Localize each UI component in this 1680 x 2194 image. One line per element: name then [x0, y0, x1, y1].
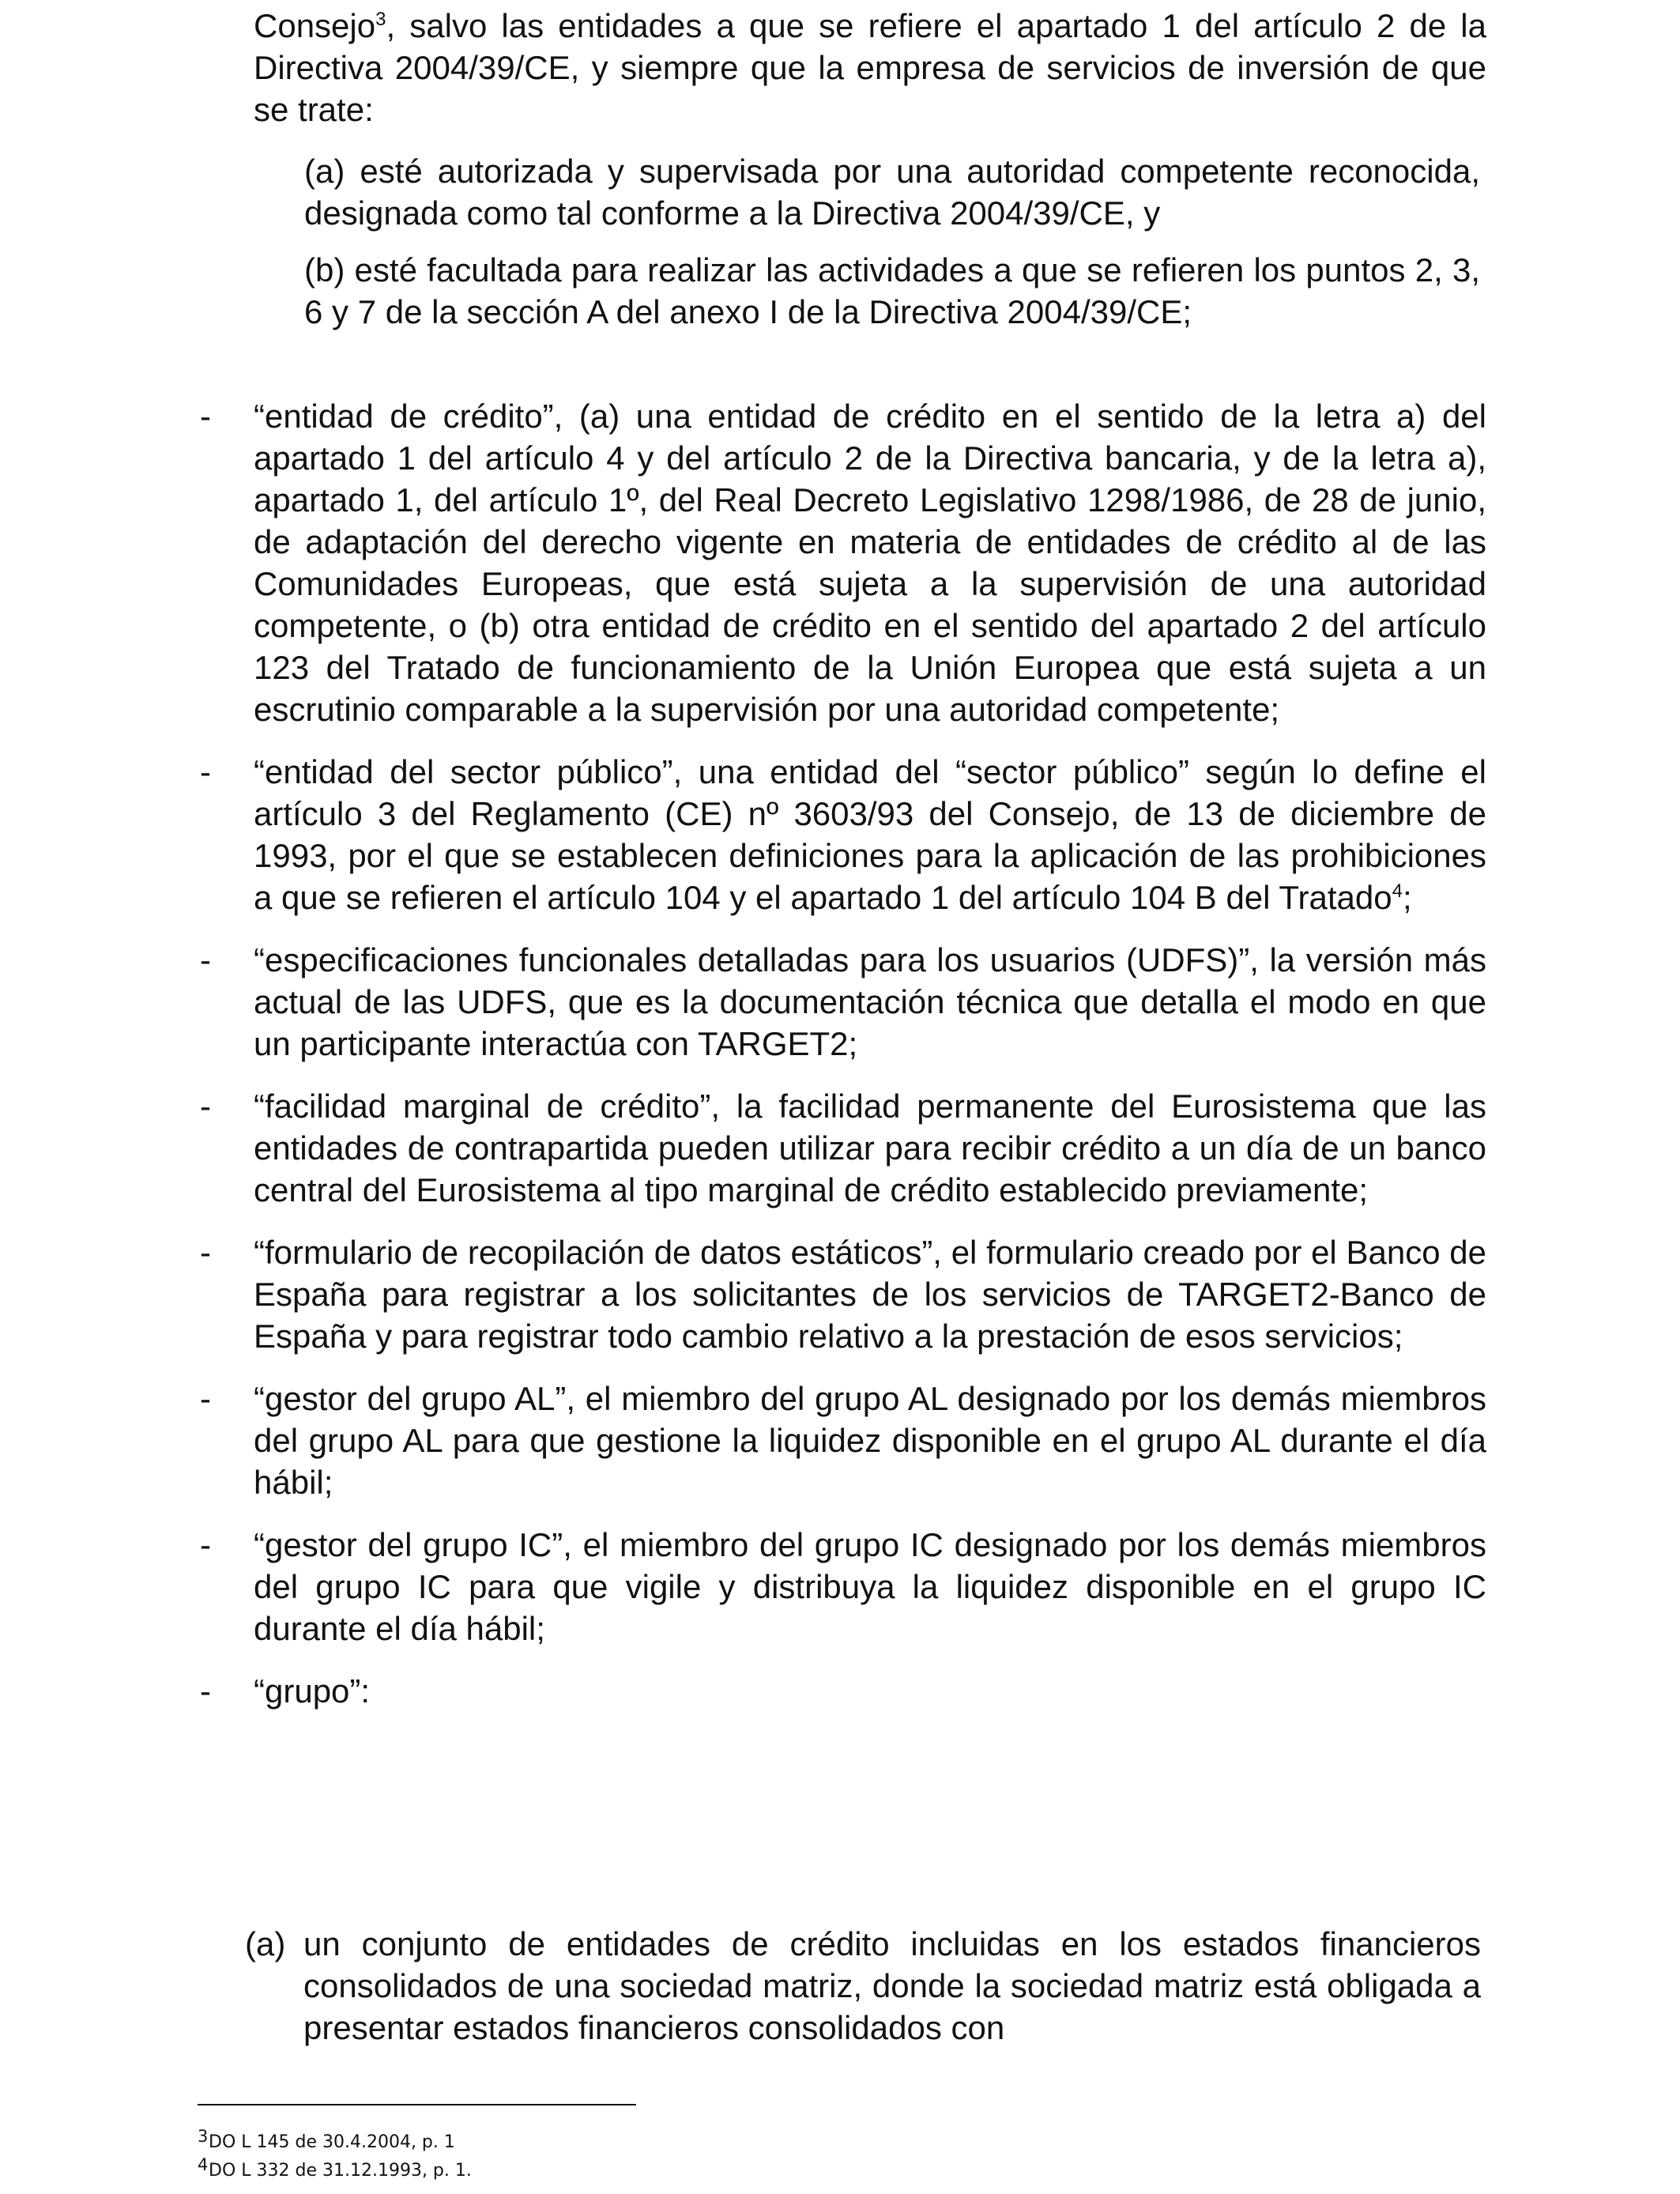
definition-item-facilidad-marginal: [190, 1085, 1486, 1211]
intro-subitem-b: (b) esté facultada para realizar las actividades a que se refieren los puntos 2, 3, 6 y 7 de la sección A del anexo I de la Directiva 2004/39/CE;: [304, 251, 1480, 330]
definition-text: “formulario de recopilación de datos estáticos”, el formulario creado por el Banco de España para registrar a los solicitantes de los servicios de TARGET2-Banco de España y para registrar todo cambio relativo a la prestación de esos servicios;: [254, 1234, 1486, 1355]
definition-item-gestor-grupo-ic: [190, 1524, 1486, 1649]
intro-subitems: [304, 150, 1480, 333]
footnote-text: DO L 145 de 30.4.2004, p. 1: [209, 2132, 455, 2152]
footnote-3: [198, 2128, 909, 2157]
group-subitem-a: [245, 1923, 1481, 2049]
intro-paragraph: [254, 5, 1486, 130]
definition-item-gestor-grupo-al: [190, 1378, 1486, 1503]
intro-text-after-note: , salvo las entidades a que se refiere el apartado 1 del artículo 2 de la Directiva 2004/39/CE, y siempre que la empresa de servicios de inversión de que se trate:: [254, 7, 1486, 128]
definition-item-udfs: [190, 939, 1486, 1065]
definition-text: “especificaciones funcionales detalladas para los usuarios (UDFS)”, la versión más actual de las UDFS, que es la documentación técnica que detalla el modo en que un participante interactúa con TARGET2;: [254, 941, 1486, 1062]
footnote-separator: [198, 2104, 636, 2105]
dash-marker: -: [200, 1088, 211, 1125]
dash-marker: -: [200, 1672, 211, 1710]
group-subitem-row: [245, 1923, 1481, 2049]
dash-marker: -: [200, 753, 211, 790]
dash-marker: -: [200, 1380, 211, 1417]
dash-marker: -: [200, 398, 211, 435]
intro-text-before-note: Consejo: [254, 7, 376, 44]
group-subitem-text: un conjunto de entidades de crédito incluidas en los estados financieros consolidados de una sociedad matriz, donde la sociedad matriz está obligada a presentar estados financieros consolidados con: [303, 1925, 1481, 2046]
footnote-reference-4: 4: [1392, 880, 1403, 902]
dash-marker: -: [200, 941, 211, 978]
definition-text: “entidad del sector público”, una entidad del “sector público” según lo define el artículo 3 del Reglamento (CE) nº 3603/93 del Consejo, de 13 de diciembre de 1993, por el que se establecen definiciones para la aplicación de las prohibiciones a que se refieren el artículo 104 y el apartado 1 del artículo 104 B del Tratado: [254, 753, 1486, 916]
footnote-number: 3: [198, 2127, 209, 2146]
footnote-4: [198, 2157, 909, 2185]
definition-text: “facilidad marginal de crédito”, la facilidad permanente del Eurosistema que las entidades de contrapartida pueden utilizar para recibir crédito a un día de un banco central del Eurosistema al tipo marginal de crédito establecido previamente;: [254, 1088, 1486, 1208]
definition-item-grupo: [190, 1670, 1486, 1712]
definitions-list: [190, 395, 1486, 1732]
definition-item-formulario-datos-estaticos: [190, 1231, 1486, 1357]
definition-item-entidad-del-sector-publico: [190, 751, 1486, 918]
footnote-number: 4: [198, 2155, 209, 2174]
definition-item-entidad-de-credito: [190, 395, 1486, 730]
intro-subitem-a: (a) esté autorizada y supervisada por una autoridad competente reconocida, designada como tal conforme a la Directiva 2004/39/CE, y: [304, 153, 1480, 232]
definition-text: “entidad de crédito”, (a) una entidad de crédito en el sentido de la letra a) del apartado 1 del artículo 4 y del artículo 2 de la Directiva bancaria, y de la letra a), apartado 1, del artículo 1º, del Real Decreto Legislativo 1298/1986, de 28 de junio, de adaptación del derecho vigente en materia de entidades de crédito al de las Comunidades Europeas, que está sujeta a la supervisión de una autoridad competente, o (b) otra entidad de crédito en el sentido del apartado 2 del artículo 123 del Tratado de funcionamiento de la Unión Europea que está sujeta a un escrutinio comparable a la supervisión por una autoridad competente;: [254, 398, 1486, 728]
dash-marker: -: [200, 1234, 211, 1271]
definition-text: “gestor del grupo AL”, el miembro del grupo AL designado por los demás miembros del grupo AL para que gestione la liquidez disponible en el grupo AL durante el día hábil;: [254, 1380, 1486, 1501]
footnote-reference-3: 3: [375, 9, 386, 30]
definition-text: “gestor del grupo IC”, el miembro del grupo IC designado por los demás miembros del grupo IC para que vigile y distribuya la liquidez disponible en el grupo IC durante el día hábil;: [254, 1526, 1486, 1647]
definition-tail: ;: [1402, 879, 1412, 916]
footnotes: [198, 2128, 909, 2185]
footnote-text: DO L 332 de 31.12.1993, p. 1.: [209, 2161, 472, 2181]
group-subitem-marker: (a): [245, 1925, 286, 1962]
dash-marker: -: [200, 1526, 211, 1563]
definition-text: “grupo”:: [254, 1672, 371, 1710]
